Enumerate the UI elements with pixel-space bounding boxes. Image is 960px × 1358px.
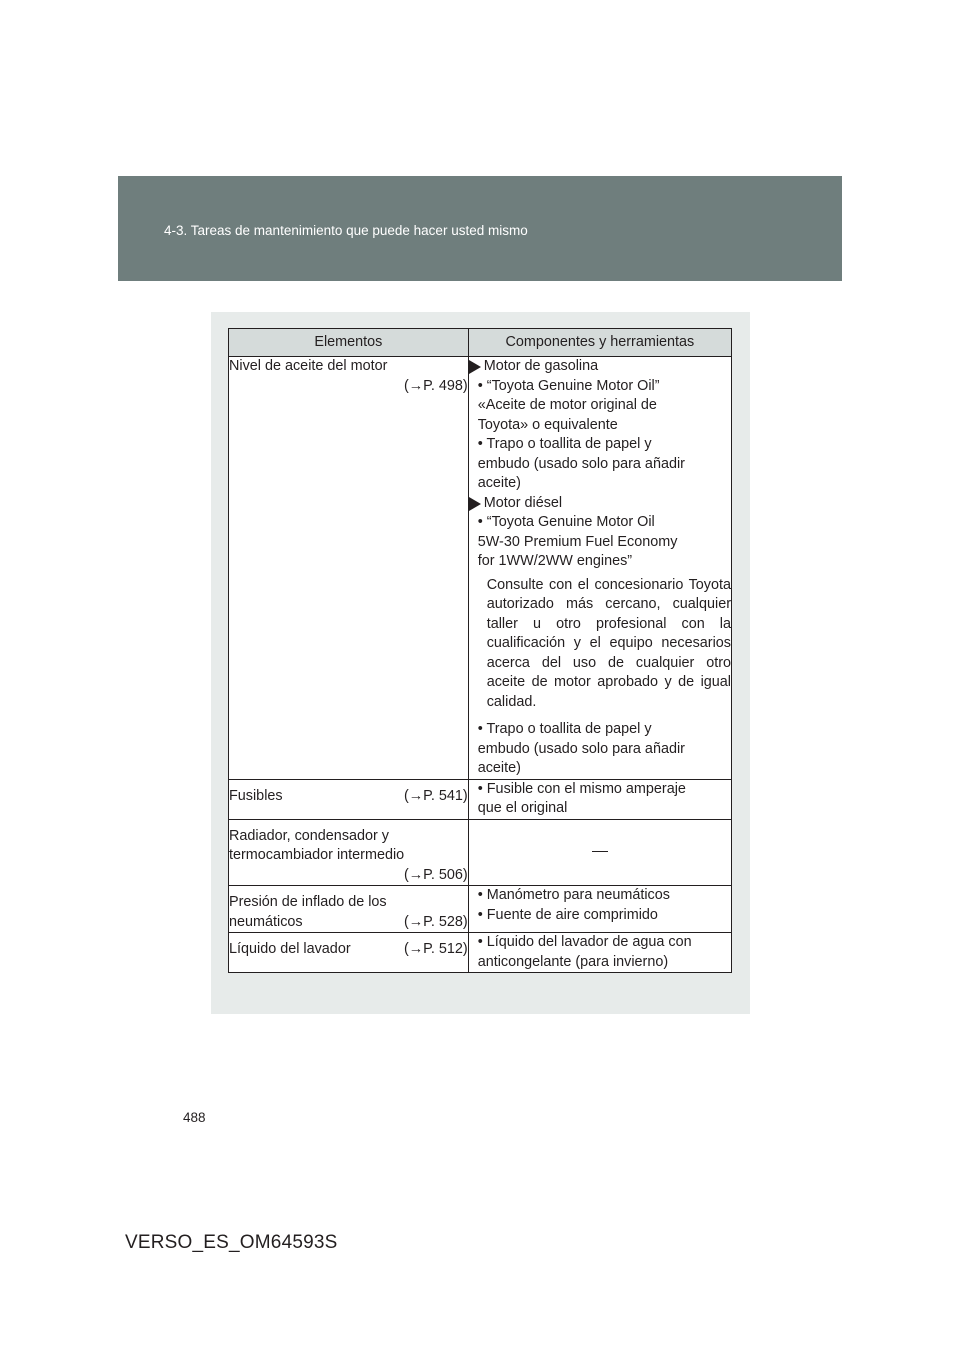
item-label: neumáticos bbox=[229, 913, 303, 930]
item-label: Nivel de aceite del motor bbox=[229, 358, 388, 374]
page-reference: (→P. 498) bbox=[404, 377, 468, 394]
list-item: • Líquido del lavador de agua con anticongelante (para invierno) bbox=[477, 934, 692, 970]
table-panel bbox=[211, 312, 750, 1014]
section-title: 4-3. Tareas de mantenimiento que puede hacer usted mismo bbox=[164, 223, 528, 238]
page-number: 488 bbox=[183, 1110, 206, 1125]
item-label: Fusibles bbox=[229, 787, 283, 804]
item-cell-tire-pressure bbox=[229, 886, 469, 933]
list-item: • Fuente de aire comprimido bbox=[477, 906, 658, 923]
list-item: • “Toyota Genuine Motor Oil” «Aceite de motor original de Toyota» o equivalente bbox=[477, 377, 660, 433]
item-cell-radiator bbox=[229, 819, 469, 886]
diesel-oil-note: Consulte con el concesionario Toyota autorizado más cercano, cualquier taller u otro profesional con la cualificación y el equipo necesarios acerca del uso de cualquier otro aceite de motor aprobado y de igual calidad. bbox=[486, 576, 731, 710]
item-cell-fuses bbox=[229, 779, 469, 819]
list-item: • Manómetro para neumáticos bbox=[477, 887, 670, 903]
table-row-engine-oil bbox=[229, 357, 732, 780]
components-cell-engine-oil bbox=[468, 357, 731, 780]
item-label: termocambiador intermedio bbox=[229, 847, 405, 863]
components-cell-tire-pressure bbox=[468, 886, 731, 933]
item-label: Radiador, condensador y bbox=[229, 827, 390, 844]
gasoline-engine-heading: Motor de gasolina bbox=[469, 357, 731, 377]
page-reference: (→P. 506) bbox=[404, 866, 468, 883]
item-label: Presión de inflado de los bbox=[229, 894, 387, 910]
document-code: VERSO_ES_OM64593S bbox=[125, 1232, 338, 1253]
column-header-components: Componentes y herramientas bbox=[468, 329, 731, 357]
page-reference: (→P. 528) bbox=[404, 913, 468, 930]
item-label: Líquido del lavador bbox=[229, 941, 351, 957]
column-header-items: Elementos bbox=[229, 329, 469, 357]
table-row-radiator bbox=[229, 819, 732, 886]
table-row-washer-fluid bbox=[229, 933, 732, 973]
list-item: • Trapo o toallita de papel y embudo (usado solo para añadir aceite) bbox=[477, 436, 685, 491]
components-cell-washer-fluid bbox=[468, 933, 731, 973]
item-cell-washer-fluid bbox=[229, 933, 469, 973]
components-cell-fuses bbox=[468, 779, 731, 819]
section-header-band bbox=[118, 176, 842, 281]
triangle-bullet-icon bbox=[469, 497, 481, 511]
triangle-bullet-icon bbox=[469, 360, 481, 374]
diesel-engine-heading: Motor diésel bbox=[469, 494, 731, 514]
list-item: • Trapo o toallita de papel y embudo (usado solo para añadir aceite) bbox=[477, 721, 685, 776]
components-cell-radiator bbox=[468, 819, 731, 886]
list-item: • “Toyota Genuine Motor Oil 5W-30 Premium Fuel Economy for 1WW/2WW engines” bbox=[477, 514, 678, 569]
maintenance-table bbox=[228, 328, 732, 973]
item-cell-engine-oil bbox=[229, 357, 469, 780]
empty-dash bbox=[592, 851, 608, 852]
page-reference: (→P. 512) bbox=[404, 941, 468, 957]
table-row-fuses bbox=[229, 779, 732, 819]
table-row-tire-pressure bbox=[229, 886, 732, 933]
table-header-row bbox=[229, 329, 732, 357]
list-item: • Fusible con el mismo amperaje que el original bbox=[477, 780, 686, 816]
page-reference: (→P. 541) bbox=[404, 787, 468, 804]
